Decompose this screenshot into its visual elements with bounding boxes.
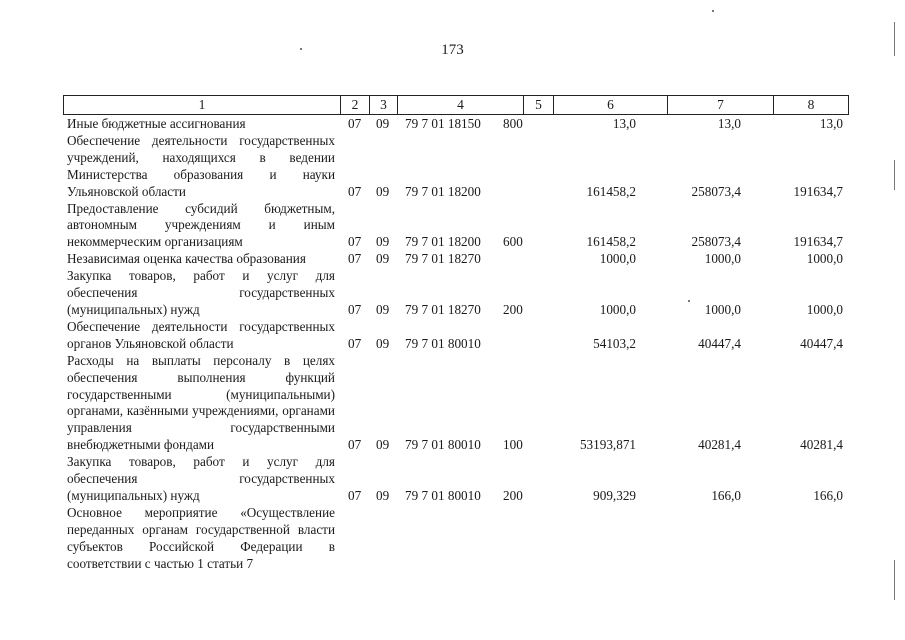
scan-mark — [894, 22, 895, 56]
row-values — [67, 555, 847, 572]
cell-c5: 800 — [503, 115, 523, 131]
cell-c3: 09 — [376, 301, 390, 317]
header-col-6: 6 — [554, 96, 668, 114]
cell-c3: 09 — [376, 234, 390, 250]
scan-mark — [894, 160, 895, 190]
cell-c4: 79 7 01 18200 — [405, 183, 481, 199]
row-name: Закупка товаров, работ и услуг для обеспечения государственных (муниципальных) нужд — [67, 268, 335, 317]
cell-c4: 79 7 01 18270 — [405, 301, 481, 317]
row-values — [67, 251, 847, 268]
cell-c3: 09 — [376, 183, 390, 199]
cell-c2: 07 — [348, 183, 362, 199]
cell-c6: 161458,2 — [586, 183, 636, 199]
cell-c2: 07 — [348, 234, 362, 250]
cell-c3: 09 — [376, 437, 390, 453]
cell-c4: 79 7 01 18200 — [405, 234, 481, 250]
cell-c7: 1000,0 — [704, 251, 741, 267]
row-values — [67, 116, 847, 133]
row-values — [67, 234, 847, 251]
cell-c3: 09 — [376, 335, 390, 351]
cell-c4: 79 7 01 18270 — [405, 251, 481, 267]
table-row — [67, 454, 847, 505]
row-values — [67, 488, 847, 505]
cell-c6: 54103,2 — [593, 335, 636, 351]
row-name: Обеспечение деятельности государственных органов Ульяновской области — [67, 318, 335, 351]
cell-c8: 1000,0 — [806, 251, 843, 267]
cell-c8: 40447,4 — [800, 335, 843, 351]
cell-c4: 79 7 01 80010 — [405, 437, 481, 453]
row-name: Закупка товаров, работ и услуг для обеспечения государственных (муниципальных) нужд — [67, 454, 335, 503]
cell-c8: 13,0 — [819, 115, 843, 131]
cell-c6: 161458,2 — [586, 234, 636, 250]
header-col-5: 5 — [524, 96, 554, 114]
cell-c4: 79 7 01 80010 — [405, 335, 481, 351]
table-row — [67, 319, 847, 353]
cell-c2: 07 — [348, 335, 362, 351]
row-name: Расходы на выплаты персоналу в целях обеспечения выполнения функций государственными (муниципальными) органами, казёнными учреждениями, органами управления государственными внебюджетными фондами — [67, 352, 335, 453]
row-name: Обеспечение деятельности государственных учреждений, находящихся в ведении Министерства образования и науки Ульяновской области — [67, 132, 335, 199]
cell-c6: 1000,0 — [599, 251, 636, 267]
cell-c6: 53193,871 — [579, 437, 636, 453]
cell-c5: 600 — [503, 234, 523, 250]
cell-c8: 191634,7 — [793, 234, 843, 250]
row-values — [67, 336, 847, 353]
cell-c8: 166,0 — [813, 487, 843, 503]
cell-c8: 40281,4 — [800, 437, 843, 453]
table-row — [67, 201, 847, 252]
scan-mark — [712, 10, 714, 12]
cell-c6: 13,0 — [612, 115, 636, 131]
budget-table — [67, 116, 847, 572]
table-row — [67, 505, 847, 573]
cell-c3: 09 — [376, 115, 390, 131]
cell-c2: 07 — [348, 487, 362, 503]
cell-c2: 07 — [348, 115, 362, 131]
cell-c7: 40447,4 — [698, 335, 741, 351]
row-values — [67, 184, 847, 201]
scan-mark — [894, 560, 895, 600]
cell-c7: 166,0 — [711, 487, 741, 503]
cell-c6: 1000,0 — [599, 301, 636, 317]
cell-c4: 79 7 01 18150 — [405, 115, 481, 131]
table-row — [67, 116, 847, 133]
cell-c7: 1000,0 — [704, 301, 741, 317]
cell-c5: 200 — [503, 301, 523, 317]
row-values — [67, 302, 847, 319]
cell-c6: 909,329 — [593, 487, 636, 503]
table-row — [67, 133, 847, 201]
table-row — [67, 268, 847, 319]
cell-c5: 200 — [503, 487, 523, 503]
cell-c3: 09 — [376, 251, 390, 267]
header-col-1: 1 — [64, 96, 341, 114]
page-number: 173 — [441, 42, 464, 58]
cell-c7: 13,0 — [717, 115, 741, 131]
cell-c2: 07 — [348, 301, 362, 317]
cell-c2: 07 — [348, 251, 362, 267]
table-row — [67, 251, 847, 268]
scan-mark — [688, 300, 690, 302]
scan-mark — [300, 48, 302, 50]
row-name: Основное мероприятие «Осуществление переданных органам государственной власти субъектов Российской Федерации в соответствии с частью 1 статьи 7 — [67, 504, 335, 571]
cell-c4: 79 7 01 80010 — [405, 487, 481, 503]
cell-c8: 191634,7 — [793, 183, 843, 199]
row-name: Независимая оценка качества образования — [67, 251, 306, 267]
cell-c8: 1000,0 — [806, 301, 843, 317]
header-col-8: 8 — [807, 97, 815, 112]
table-header — [63, 95, 849, 115]
cell-c7: 258073,4 — [691, 183, 741, 199]
row-name: Предоставление субсидий бюджетным, автономным учреждениям и иным некоммерческим организациям — [67, 200, 335, 250]
cell-c5: 100 — [503, 437, 523, 453]
cell-c7: 40281,4 — [698, 437, 741, 453]
cell-c7: 258073,4 — [691, 234, 741, 250]
header-col-2: 2 — [341, 96, 370, 114]
header-col-3: 3 — [370, 96, 398, 114]
cell-c3: 09 — [376, 487, 390, 503]
table-row — [67, 353, 847, 454]
row-name: Иные бюджетные ассигнования — [67, 116, 246, 131]
row-values — [67, 437, 847, 454]
cell-c2: 07 — [348, 437, 362, 453]
header-col-4: 4 — [398, 96, 524, 114]
header-col-7: 7 — [668, 96, 774, 114]
